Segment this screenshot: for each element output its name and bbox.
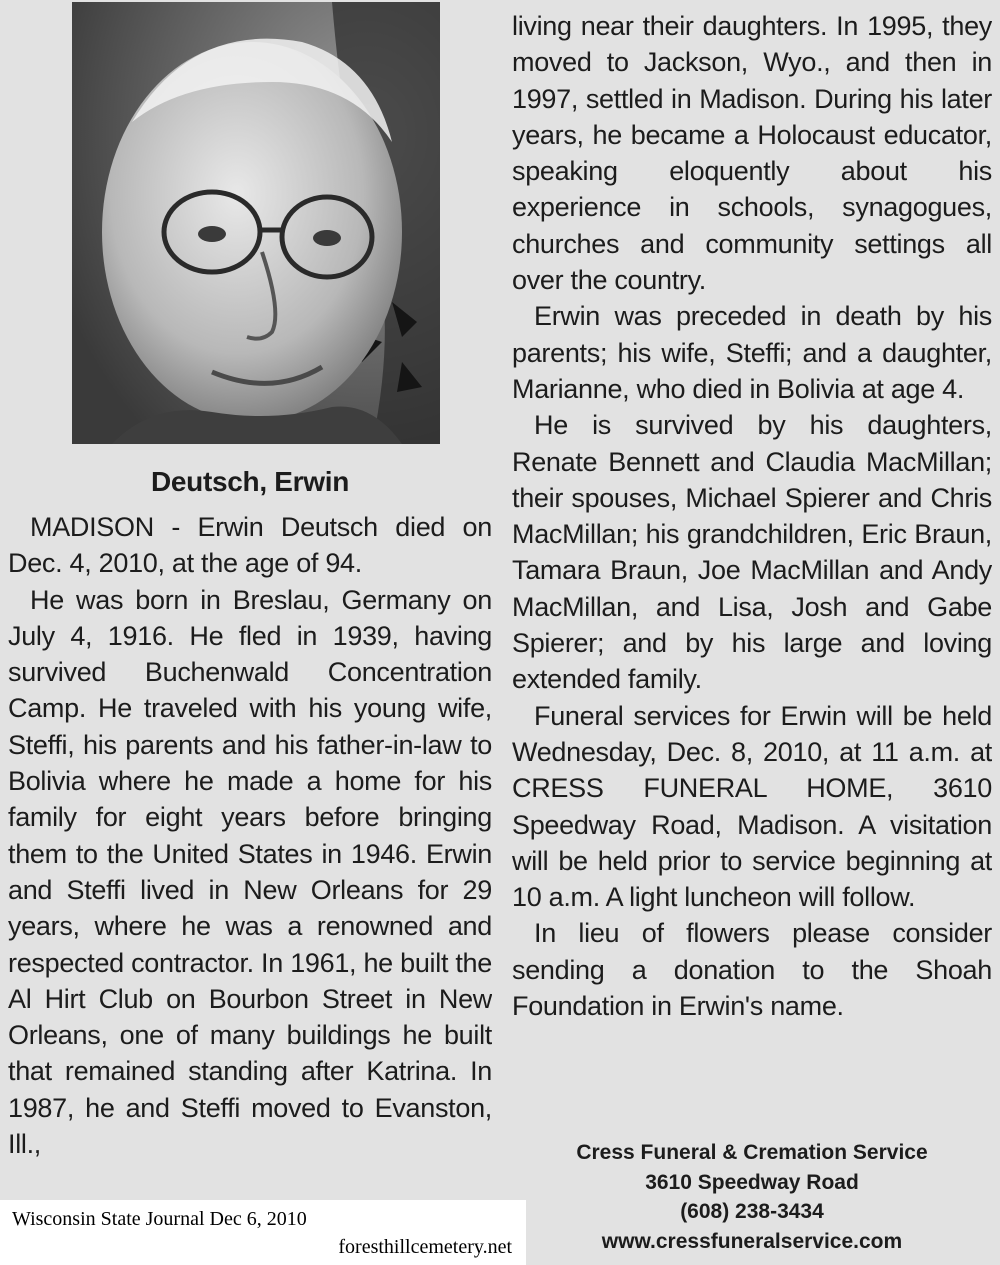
obituary-paragraph: MADISON - Erwin Deutsch died on Dec. 4, 2010, at the age of 94. — [8, 512, 492, 579]
source-credit — [0, 1200, 526, 1265]
left-column — [8, 0, 492, 1200]
funeral-home-website: www.cressfuneralservice.com — [601, 1229, 903, 1253]
site-line: foresthillcemetery.net — [338, 1236, 512, 1258]
portrait-photo — [72, 2, 440, 444]
obituary-paragraph: living near their daughters. In 1995, they moved to Jackson, Wyo., and then in 1997, settled in Madison. During his later years, he became a Holocaust educator, speaking eloquently about his experience in schools, synagogues, churches and community settings all over the country. — [512, 11, 992, 296]
funeral-home-block — [512, 1138, 992, 1256]
obituary-name-heading: Deutsch, Erwin — [150, 466, 350, 497]
obituary-paragraph: He is survived by his daughters, Renate Bennett and Claudia MacMillan; their spouses, Michael Spierer and Chris MacMillan; his grandchildren, Eric Braun, Tamara Braun, Joe MacMillan and Andy MacMillan, and Lisa, Josh and Gabe Spierer; and by his large and loving extended family. — [512, 410, 992, 695]
funeral-home-address: 3610 Speedway Road — [645, 1170, 859, 1194]
source-line: Wisconsin State Journal Dec 6, 2010 — [12, 1208, 307, 1230]
funeral-home-phone: (608) 238-3434 — [680, 1200, 824, 1223]
obituary-paragraph: Erwin was preceded in death by his parents; his wife, Steffi; and a daughter, Marianne, who died in Bolivia at age 4. — [512, 301, 992, 404]
obituary-paragraph: In lieu of flowers please consider sending a donation to the Shoah Foundation in Erwin's name. — [512, 918, 992, 1022]
left-body-text — [8, 509, 492, 1162]
right-body-text — [512, 8, 992, 1024]
right-column — [512, 0, 992, 1265]
funeral-home-name: Cress Funeral & Cremation Service — [576, 1141, 928, 1164]
obituary-paragraph: Funeral services for Erwin will be held Wednesday, Dec. 8, 2010, at 11 a.m. at CRESS FUNERAL HOME, 3610 Speedway Road, Madison. A visitation will be held prior to service beginning at 10 a.m. A light luncheon will follow. — [512, 700, 992, 913]
obituary-paragraph: He was born in Breslau, Germany on July 4, 1916. He fled in 1939, having survived Buchenwald Concentration Camp. He traveled with his young wife, Steffi, his parents and his father-in-law to Bolivia where he made a home for his family for eight years before bringing them to the United States in 1946. Erwin and Steffi lived in New Orleans for 29 years, where he was a renowned and respected contractor. In 1961, he built the Al Hirt Club on Bourbon Street in New Orleans, one of many buildings he built that remained standing after Katrina. In 1987, he and Steffi moved to Evanston, Ill., — [8, 584, 492, 1160]
